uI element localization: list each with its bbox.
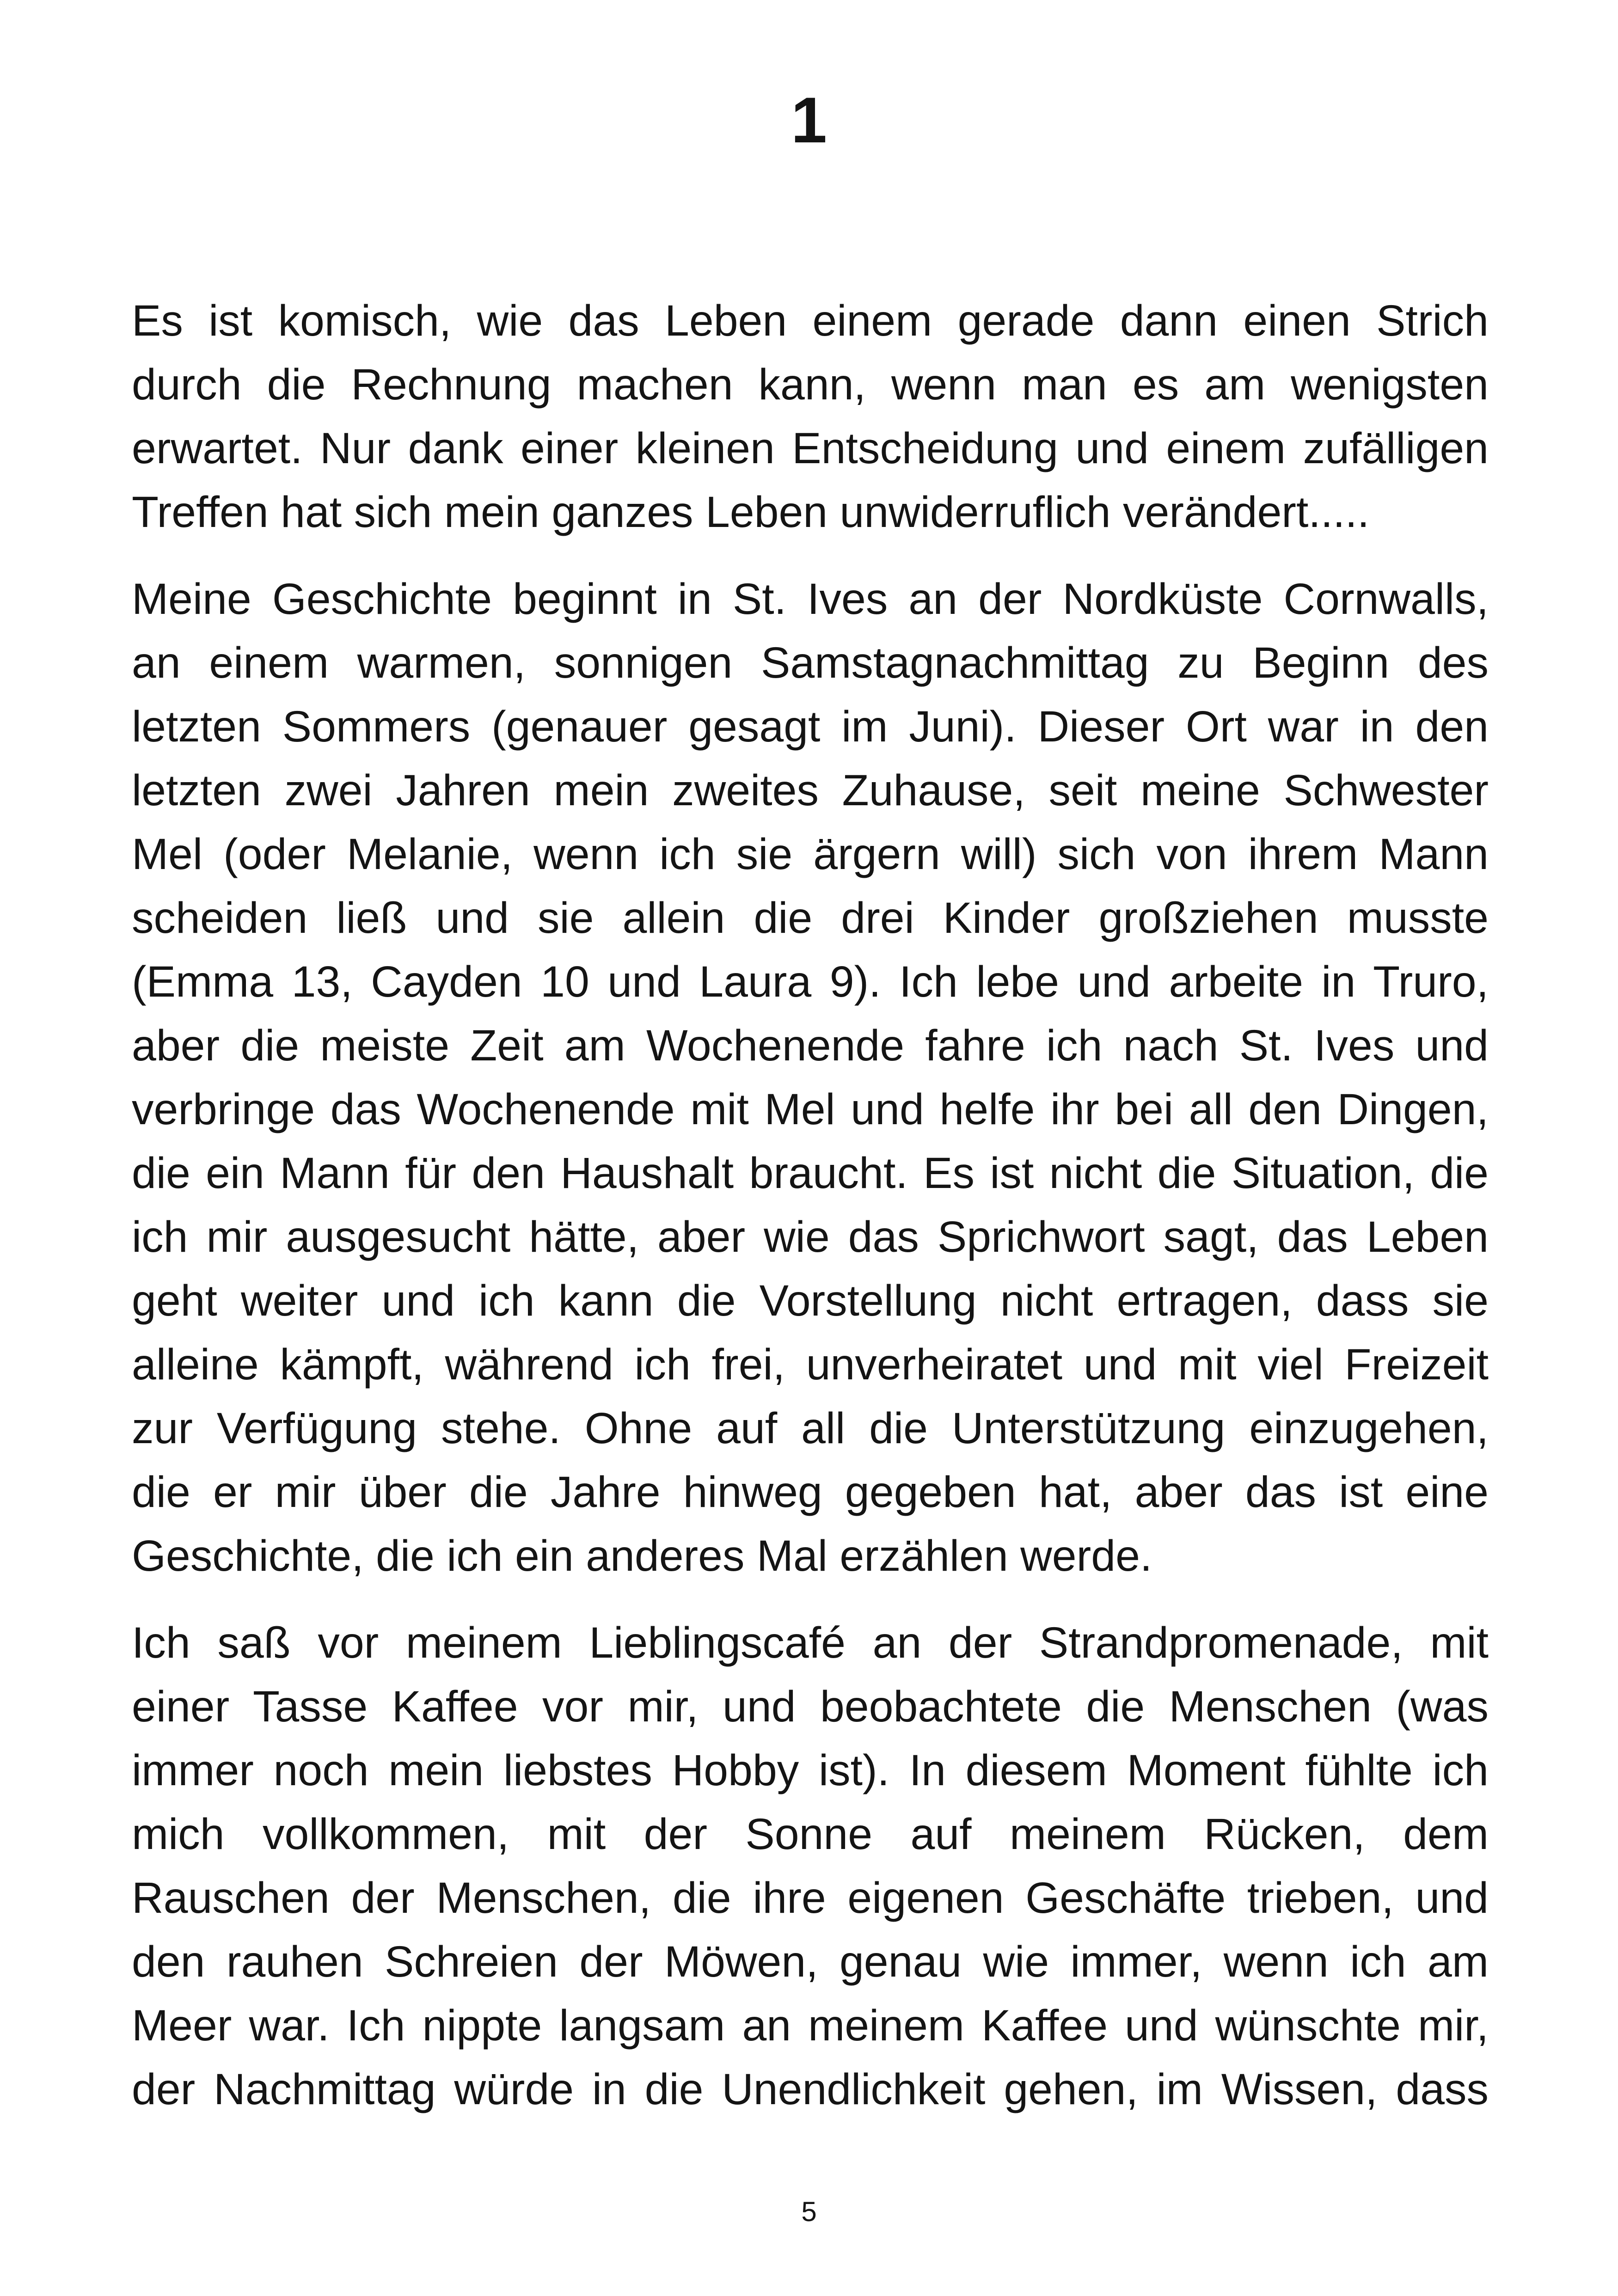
chapter-number: 1 <box>791 84 827 156</box>
text-line: (Emma 13, Cayden 10 und Laura 9). Ich lebe und arbeite in Truro, <box>132 957 1489 1006</box>
text-line: scheiden ließ und sie allein die drei Kinder großziehen musste <box>132 894 1489 943</box>
text-line: Rauschen der Menschen, die ihre eigenen Geschäfte trieben, und <box>132 1874 1489 1923</box>
paragraph-3 <box>132 1611 1489 2121</box>
text-line: Geschichte, die ich ein anderes Mal erzählen werde. <box>132 1531 1152 1580</box>
text-line: einer Tasse Kaffee vor mir, und beobachtete die Menschen (was <box>132 1682 1489 1731</box>
text-line: erwartet. Nur dank einer kleinen Entscheidung und einem zufälligen <box>132 424 1489 473</box>
paragraph-1 <box>132 289 1489 544</box>
text-line: letzten Sommers (genauer gesagt im Juni). Dieser Ort war in den <box>132 702 1489 751</box>
text-line: die ein Mann für den Haushalt braucht. Es ist nicht die Situation, die <box>132 1149 1489 1198</box>
text-line: die er mir über die Jahre hinweg gegeben hat, aber das ist eine <box>132 1468 1489 1517</box>
body-text <box>132 289 1489 2144</box>
paragraph-2 <box>132 567 1489 1588</box>
text-line: an einem warmen, sonnigen Samstagnachmittag zu Beginn des <box>132 638 1489 687</box>
text-line: ich mir ausgesucht hätte, aber wie das Sprichwort sagt, das Leben <box>132 1212 1489 1261</box>
text-line: zur Verfügung stehe. Ohne auf all die Unterstützung einzugehen, <box>132 1404 1489 1453</box>
text-line: Ich saß vor meinem Lieblingscafé an der Strandpromenade, mit <box>132 1618 1489 1667</box>
text-line: Es ist komisch, wie das Leben einem gerade dann einen Strich <box>132 296 1489 345</box>
text-line: Treffen hat sich mein ganzes Leben unwiderruflich verändert..... <box>132 488 1370 537</box>
text-line: aber die meiste Zeit am Wochenende fahre ich nach St. Ives und <box>132 1021 1489 1070</box>
page-number: 5 <box>801 2196 817 2227</box>
text-line: der Nachmittag würde in die Unendlichkeit gehen, im Wissen, dass <box>132 2065 1489 2114</box>
text-line: letzten zwei Jahren mein zweites Zuhause, seit meine Schwester <box>132 766 1489 815</box>
text-line: Mel (oder Melanie, wenn ich sie ärgern will) sich von ihrem Mann <box>132 830 1489 879</box>
text-line: mich vollkommen, mit der Sonne auf meinem Rücken, dem <box>132 1810 1489 1859</box>
text-line: Meer war. Ich nippte langsam an meinem Kaffee und wünschte mir, <box>132 2001 1489 2050</box>
text-line: immer noch mein liebstes Hobby ist). In diesem Moment fühlte ich <box>132 1746 1489 1795</box>
text-line: Meine Geschichte beginnt in St. Ives an der Nordküste Cornwalls, <box>132 575 1489 624</box>
text-line: verbringe das Wochenende mit Mel und helfe ihr bei all den Dingen, <box>132 1085 1489 1134</box>
text-line: durch die Rechnung machen kann, wenn man es am wenigsten <box>132 360 1489 409</box>
text-line: den rauhen Schreien der Möwen, genau wie immer, wenn ich am <box>132 1937 1489 1986</box>
text-line: geht weiter und ich kann die Vorstellung nicht ertragen, dass sie <box>132 1276 1489 1325</box>
text-line: alleine kämpft, während ich frei, unverheiratet und mit viel Freizeit <box>132 1340 1489 1389</box>
